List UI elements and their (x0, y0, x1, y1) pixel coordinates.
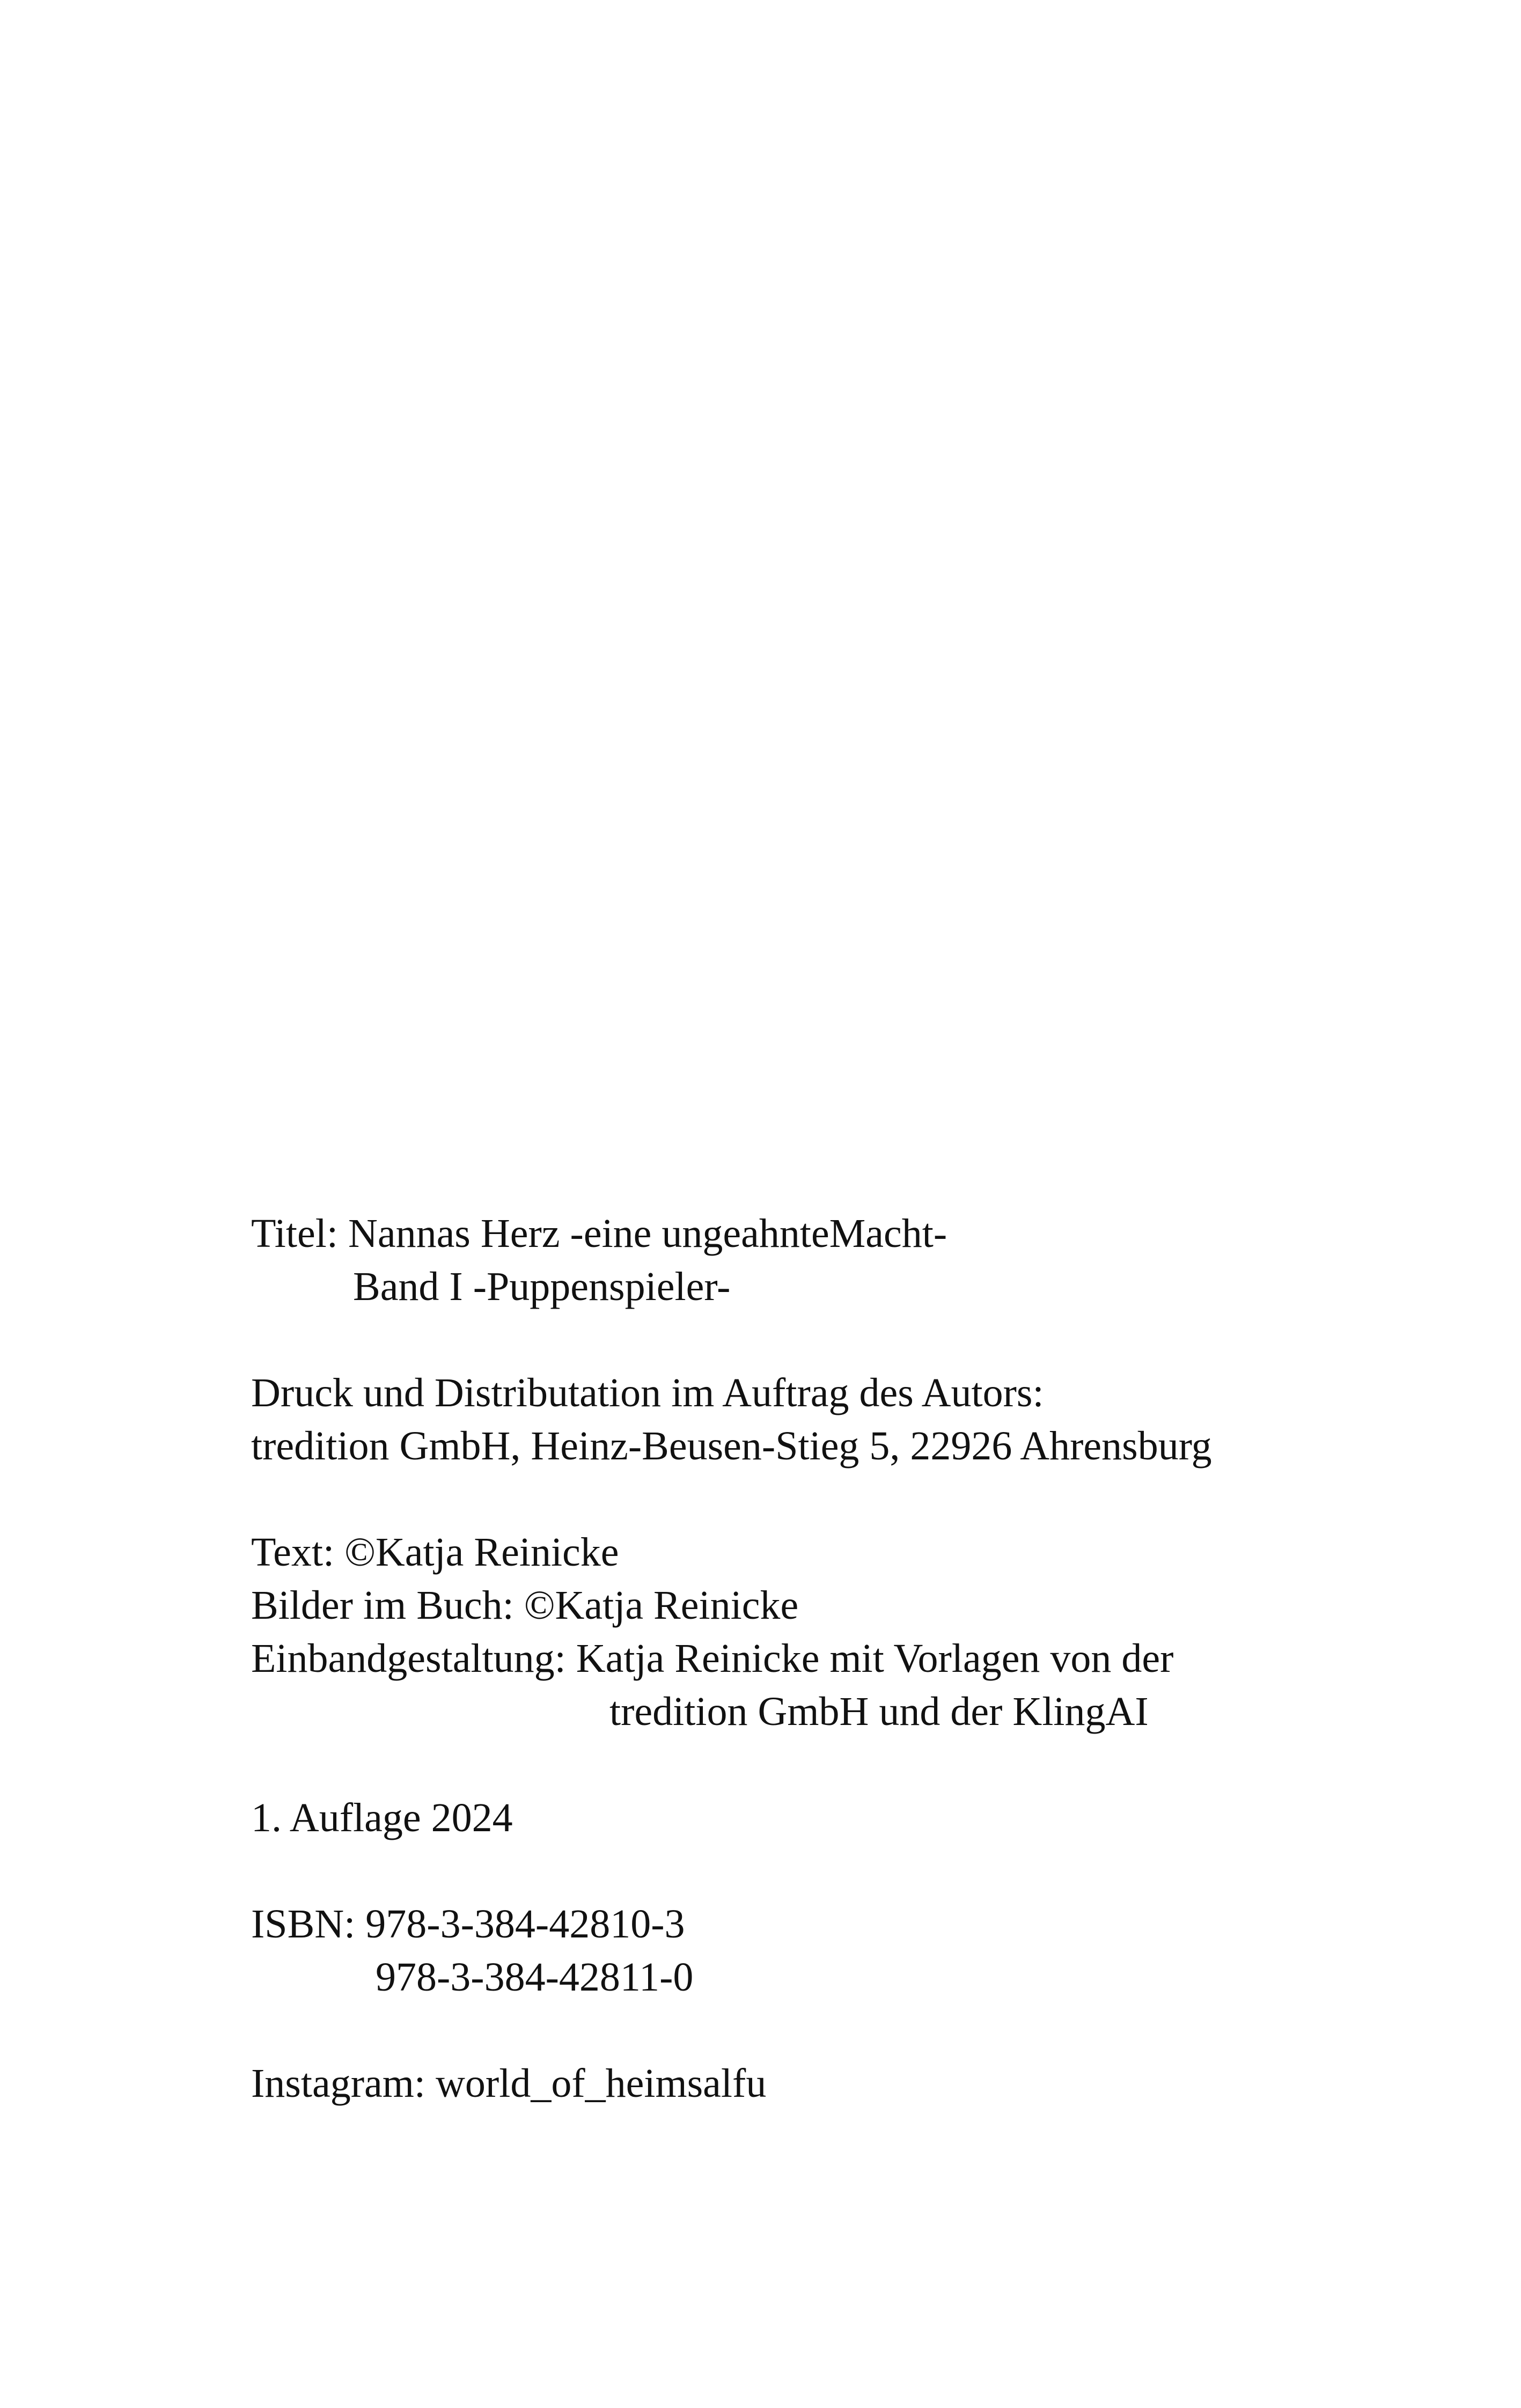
edition: 1. Auflage 2024 (251, 1795, 513, 1840)
title-line-2: Band I -Puppenspieler- (353, 1264, 731, 1309)
instagram-handle: Instagram: world_of_heimsalfu (251, 2061, 767, 2106)
print-line-1: Druck und Distributation im Auftrag des Autors: (251, 1370, 1044, 1415)
cover-design-line-2: tredition GmbH und der KlingAI (609, 1689, 1149, 1734)
title-line-1: Titel: Nannas Herz -eine ungeahnteMacht- (251, 1211, 947, 1256)
spacer (251, 1313, 1378, 1367)
print-line-2: tredition GmbH, Heinz-Beusen-Stieg 5, 22926 Ahrensburg (251, 1423, 1212, 1469)
imprint-block (251, 1207, 1378, 2110)
spacer (251, 1473, 1378, 1526)
spacer (251, 2004, 1378, 2057)
cover-design-line-1: Einbandgestaltung: Katja Reinicke mit Vorlagen von der (251, 1636, 1174, 1681)
isbn-line-1: ISBN: 978-3-384-42810-3 (251, 1902, 685, 1947)
images-credit: Bilder im Buch: ©Katja Reinicke (251, 1583, 799, 1628)
isbn-line-2: 978-3-384-42811-0 (376, 1955, 694, 2000)
spacer (251, 1738, 1378, 1792)
text-credit: Text: ©Katja Reinicke (251, 1530, 619, 1575)
spacer (251, 1845, 1378, 1898)
